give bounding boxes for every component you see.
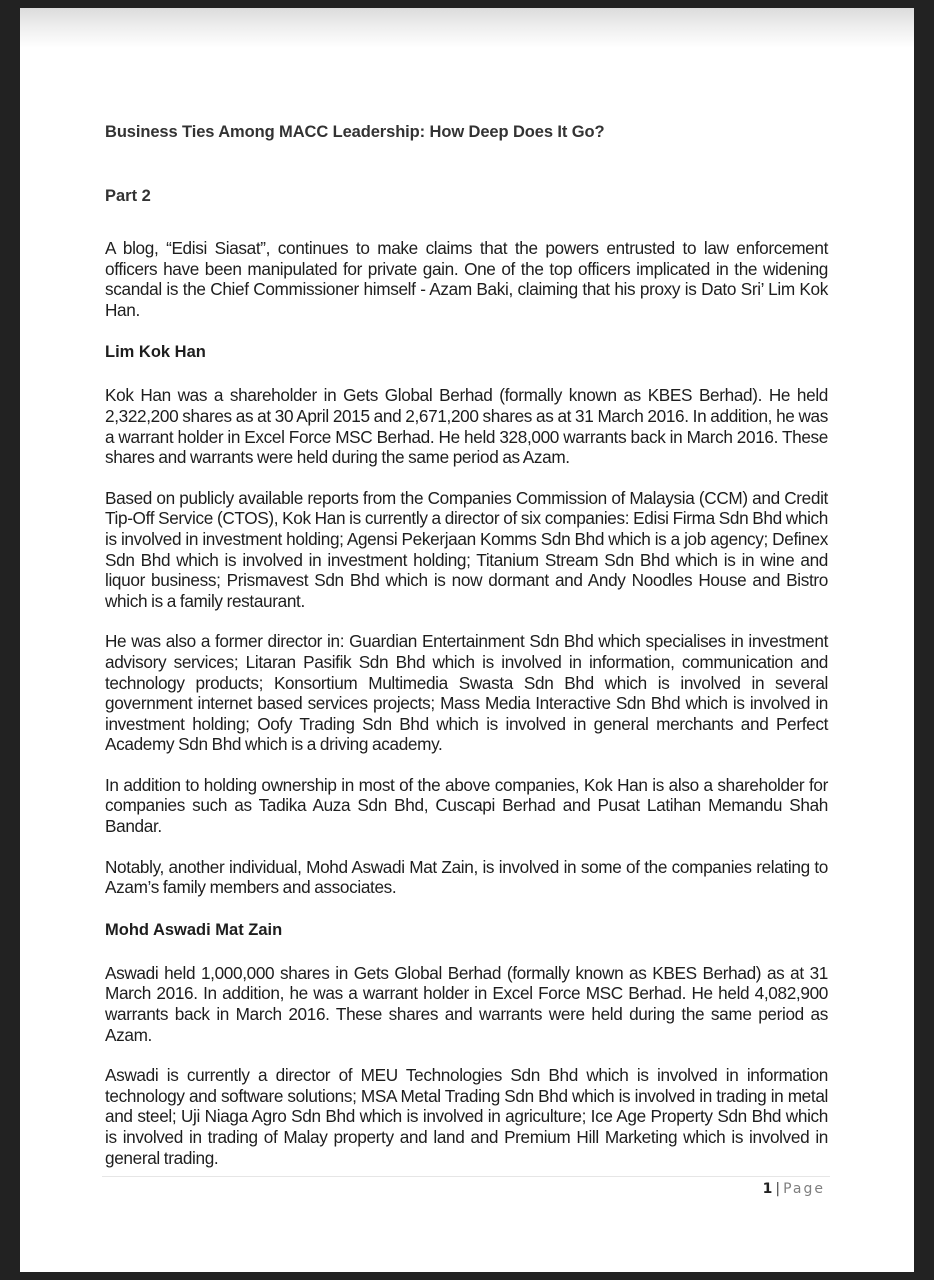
- section-mohd-aswadi-mat-zain: [105, 920, 828, 1168]
- paragraph: Notably, another individual, Mohd Aswadi Mat Zain, is involved in some of the companies relating to Azam’s family members and associates.: [105, 856, 828, 898]
- paragraph: Aswadi is currently a director of MEU Technologies Sdn Bhd which is involved in information technology and software solutions; MSA Metal Trading Sdn Bhd which is involved in trading in metal and steel; Uji Niaga Agro Sdn Bhd which is involved in agriculture; Ice Age Property Sdn Bhd which is involved in trading of Malay property and land and Premium Hill Marketing which is involved in general trading.: [105, 1065, 828, 1168]
- intro-paragraph: A blog, “Edisi Siasat”, continues to make claims that the powers entrusted to law enforcement officers have been manipulated for private gain. One of the top officers implicated in the widening scandal is the Chief Commissioner himself - Azam Baki, claiming that his proxy is Dato Sri’ Lim Kok Han.: [105, 238, 828, 320]
- paragraph: In addition to holding ownership in most of the above companies, Kok Han is also a shareholder for companies such as Tadika Auza Sdn Bhd, Cuscapi Berhad and Pusat Latihan Memandu Shah Bandar.: [105, 774, 828, 837]
- footer-divider: [102, 1176, 830, 1177]
- page-number-footer: [763, 1181, 825, 1197]
- paragraph: Kok Han was a shareholder in Gets Global Berhad (formally known as KBES Berhad). He held 2,322,200 shares as at 30 April 2015 and 2,671,200 shares as at 31 March 2016. In addition, he was a warrant holder in Excel Force MSC Berhad. He held 328,000 warrants back in March 2016. These shares and warrants were held during the same period as Azam.: [105, 385, 828, 468]
- section-heading: Lim Kok Han: [105, 343, 206, 362]
- document-page: [20, 8, 914, 1272]
- paragraph: Based on publicly available reports from the Companies Commission of Malaysia (CCM) and Credit Tip-Off Service (CTOS), Kok Han is currently a director of six companies: Edisi Firma Sdn Bhd which is involved in investment holding; Agensi Pekerjaan Komms Sdn Bhd which is a job agency; Definex Sdn Bhd which is involved in investment holding; Titanium Stream Sdn Bhd which is in wine and liquor business; Prismavest Sdn Bhd which is now dormant and Andy Noodles House and Bistro which is a family restaurant.: [105, 487, 828, 611]
- document-body: [105, 122, 828, 1168]
- page-top-shadow: [20, 8, 914, 48]
- page-separator: |: [775, 1181, 781, 1197]
- paragraph: Aswadi held 1,000,000 shares in Gets Global Berhad (formally known as KBES Berhad) as at 31 March 2016. In addition, he was a warrant holder in Excel Force MSC Berhad. He held 4,082,900 warrants back in March 2016. These shares and warrants were held during the same period as Azam.: [105, 962, 828, 1045]
- section-lim-kok-han: [105, 342, 828, 897]
- paragraph: He was also a former director in: Guardian Entertainment Sdn Bhd which specialises in investment advisory services; Litaran Pasifik Sdn Bhd which is involved in information, communication and technology products; Konsortium Multimedia Swasta Sdn Bhd which is involved in several government internet based services projects; Mass Media Interactive Sdn Bhd which is involved in investment holding; Oofy Trading Sdn Bhd which is involved in general merchants and Perfect Academy Sdn Bhd which is a driving academy.: [105, 631, 828, 755]
- page-label: Page: [783, 1181, 825, 1197]
- page-number: 1: [762, 1181, 773, 1197]
- document-title: Business Ties Among MACC Leadership: How Deep Does It Go?: [105, 123, 605, 141]
- part-label: Part 2: [105, 187, 151, 205]
- section-heading: Mohd Aswadi Mat Zain: [105, 920, 283, 939]
